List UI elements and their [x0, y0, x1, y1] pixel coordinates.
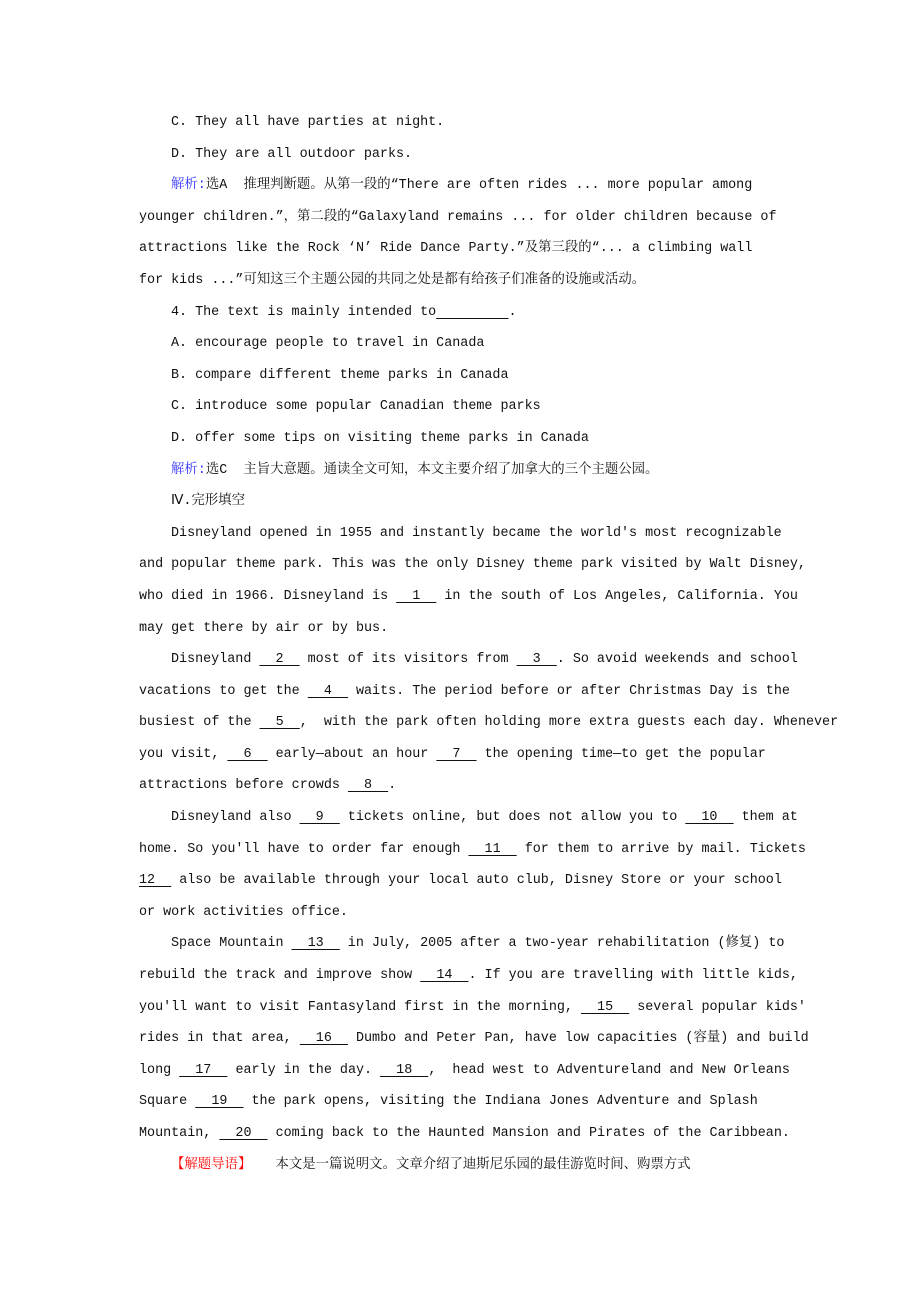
paragraph [139, 297, 859, 329]
text-line [139, 739, 859, 771]
paragraph [139, 423, 859, 455]
paragraph [139, 802, 859, 928]
text-line [139, 297, 859, 329]
analysis-label: 解析: [171, 462, 206, 478]
text-line [139, 897, 859, 929]
text-segment: may get there by air or by bus. [139, 620, 389, 636]
text-segment: also be available through your local auto club, Disney Store or your school [171, 873, 782, 889]
paragraph [139, 360, 859, 392]
text-segment: 选A 推理判断题。从第一段的“There are often rides ... more popular among [205, 178, 753, 194]
text-segment: D. They are all outdoor parks. [171, 146, 413, 162]
text-segment: you'll want to visit Fantasyland first in the morning, [139, 999, 581, 1015]
document-page [139, 107, 859, 1181]
text-segment: , with the park often holding more extra guests each day. Whenever [299, 715, 839, 731]
text-line [139, 1150, 859, 1182]
text-line [139, 202, 859, 234]
text-segment: 4. The text is mainly intended to [171, 304, 437, 320]
text-segment: Ⅳ.完形填空 [171, 494, 245, 510]
text-segment: Space Mountain [171, 936, 292, 952]
text-line [139, 865, 859, 897]
text-line [139, 1086, 859, 1118]
text-line [139, 1055, 859, 1087]
text-segment: for them to arrive by mail. Tickets [516, 841, 806, 857]
text-segment: Mountain, [139, 1126, 220, 1141]
text-segment: . [388, 778, 397, 794]
cloze-blank: 20 [219, 1126, 268, 1141]
text-line [139, 676, 859, 708]
text-segment: who died in 1966. Disneyland is [139, 588, 397, 604]
text-line [139, 455, 859, 487]
text-line [139, 581, 859, 613]
cloze-blank: 2 [259, 652, 300, 668]
text-line [139, 770, 859, 802]
text-segment: attractions before crowds [139, 778, 348, 794]
guide-label: 【解题导语】 [171, 1157, 252, 1173]
text-segment: in the south of Los Angeles, California. You [436, 588, 798, 604]
analysis-paragraph [139, 170, 859, 296]
text-line [139, 518, 859, 550]
text-line [139, 233, 859, 265]
analysis-paragraph [139, 1150, 859, 1182]
cloze-blank: 4 [307, 683, 348, 699]
text-segment: in July, 2005 after a two-year rehabilitation (修复) to [339, 936, 785, 952]
text-line [139, 1023, 859, 1055]
text-segment: . So avoid weekends and school [556, 652, 798, 668]
text-segment: C. They all have parties at night. [171, 115, 445, 130]
text-segment: waits. The period before or after Christmas Day is the [347, 683, 790, 699]
text-line [139, 960, 859, 992]
text-line [139, 1118, 859, 1150]
text-segment: A. encourage people to travel in Canada [171, 336, 485, 352]
text-segment: . If you are travelling with little kids, [468, 968, 798, 984]
paragraph [139, 518, 859, 644]
text-segment: the park opens, visiting the Indiana Jones Adventure and Splash [243, 1094, 758, 1110]
text-segment: them at [733, 810, 798, 826]
text-segment: Disneyland [171, 652, 260, 668]
paragraph [139, 644, 859, 802]
analysis-paragraph [139, 455, 859, 487]
cloze-blank: 3 [516, 652, 557, 668]
text-line [139, 423, 859, 455]
text-segment: Disneyland also [171, 810, 300, 826]
text-segment: C. introduce some popular Canadian theme parks [171, 399, 541, 415]
text-line [139, 992, 859, 1024]
text-segment: younger children.”，第二段的“Galaxyland remains ... for older children because of [139, 209, 777, 225]
text-line [139, 328, 859, 360]
text-segment: early in the day. [227, 1062, 381, 1078]
text-line [139, 360, 859, 392]
text-segment: . [508, 304, 517, 320]
text-segment: several popular kids' [629, 999, 806, 1015]
cloze-blank: 14 [420, 968, 469, 984]
analysis-label: 解析: [171, 178, 206, 194]
text-line [139, 139, 859, 171]
paragraph [139, 139, 859, 171]
text-segment: Square [139, 1094, 196, 1110]
paragraph [139, 391, 859, 423]
text-line [139, 707, 859, 739]
paragraph [139, 928, 859, 1149]
text-line [139, 391, 859, 423]
text-segment: the opening time—to get the popular [476, 746, 766, 762]
cloze-blank: 6 [227, 746, 268, 762]
text-segment: vacations to get the [139, 683, 308, 699]
text-line [139, 613, 859, 645]
cloze-blank: 5 [259, 715, 300, 731]
cloze-blank: 19 [195, 1094, 244, 1110]
cloze-blank: 10 [685, 810, 734, 826]
text-segment: , head west to Adventureland and New Orleans [428, 1062, 790, 1078]
text-segment: home. So you'll have to order far enough [139, 841, 469, 857]
cloze-blank: 11 [468, 841, 517, 857]
text-segment: busiest of the [139, 715, 260, 731]
cloze-blank: 9 [299, 810, 340, 826]
text-segment: rebuild the track and improve show [139, 968, 421, 984]
text-line [139, 265, 859, 297]
cloze-blank: 8 [347, 778, 389, 794]
text-segment: tickets online, but does not allow you to [339, 810, 686, 826]
paragraph [139, 107, 859, 139]
text-line [139, 644, 859, 676]
paragraph [139, 486, 859, 518]
paragraph [139, 328, 859, 360]
text-segment: B. compare different theme parks in Canada [171, 367, 509, 383]
cloze-blank: 16 [299, 1031, 348, 1047]
text-line [139, 107, 859, 139]
text-segment: coming back to the Haunted Mansion and Pirates of the Caribbean. [267, 1126, 790, 1141]
text-segment: early—about an hour [267, 746, 437, 762]
cloze-blank: 7 [436, 746, 477, 762]
text-segment: you visit, [139, 746, 228, 762]
text-segment: Disneyland opened in 1955 and instantly became the world's most recognizable [171, 525, 782, 541]
text-segment: and popular theme park. This was the only Disney theme park visited by Walt Disney, [139, 557, 806, 573]
cloze-blank: 17 [179, 1062, 228, 1078]
text-segment: D. offer some tips on visiting theme parks in Canada [171, 430, 589, 446]
text-segment: Dumbo and Peter Pan, have low capacities (容量) and build [347, 1031, 809, 1047]
text-line [139, 928, 859, 960]
text-segment: long [139, 1062, 180, 1078]
cloze-blank: 1 [396, 588, 437, 604]
cloze-blank: 13 [291, 936, 340, 952]
text-segment: attractions like the Rock ‘N’ Ride Dance Party.”及第三段的“... a climbing wall [139, 241, 753, 257]
text-line [139, 802, 859, 834]
text-line [139, 549, 859, 581]
cloze-blank [436, 305, 508, 320]
text-line [139, 170, 859, 202]
cloze-blank: 18 [380, 1062, 429, 1078]
text-line [139, 834, 859, 866]
cloze-blank: 12 [139, 873, 172, 889]
cloze-blank: 15 [580, 999, 630, 1015]
text-segment: most of its visitors from [299, 652, 517, 668]
text-line [139, 486, 859, 518]
text-segment: or work activities office. [139, 904, 348, 920]
text-segment: rides in that area, [139, 1031, 300, 1047]
text-segment: for kids ...”可知这三个主题公园的共同之处是都有给孩子们准备的设施或活动。 [139, 272, 646, 288]
text-segment: 本文是一篇说明文。文章介绍了迪斯尼乐园的最佳游览时间、购票方式 [251, 1157, 691, 1173]
text-segment: 选C 主旨大意题。通读全文可知，本文主要介绍了加拿大的三个主题公园。 [205, 462, 659, 478]
